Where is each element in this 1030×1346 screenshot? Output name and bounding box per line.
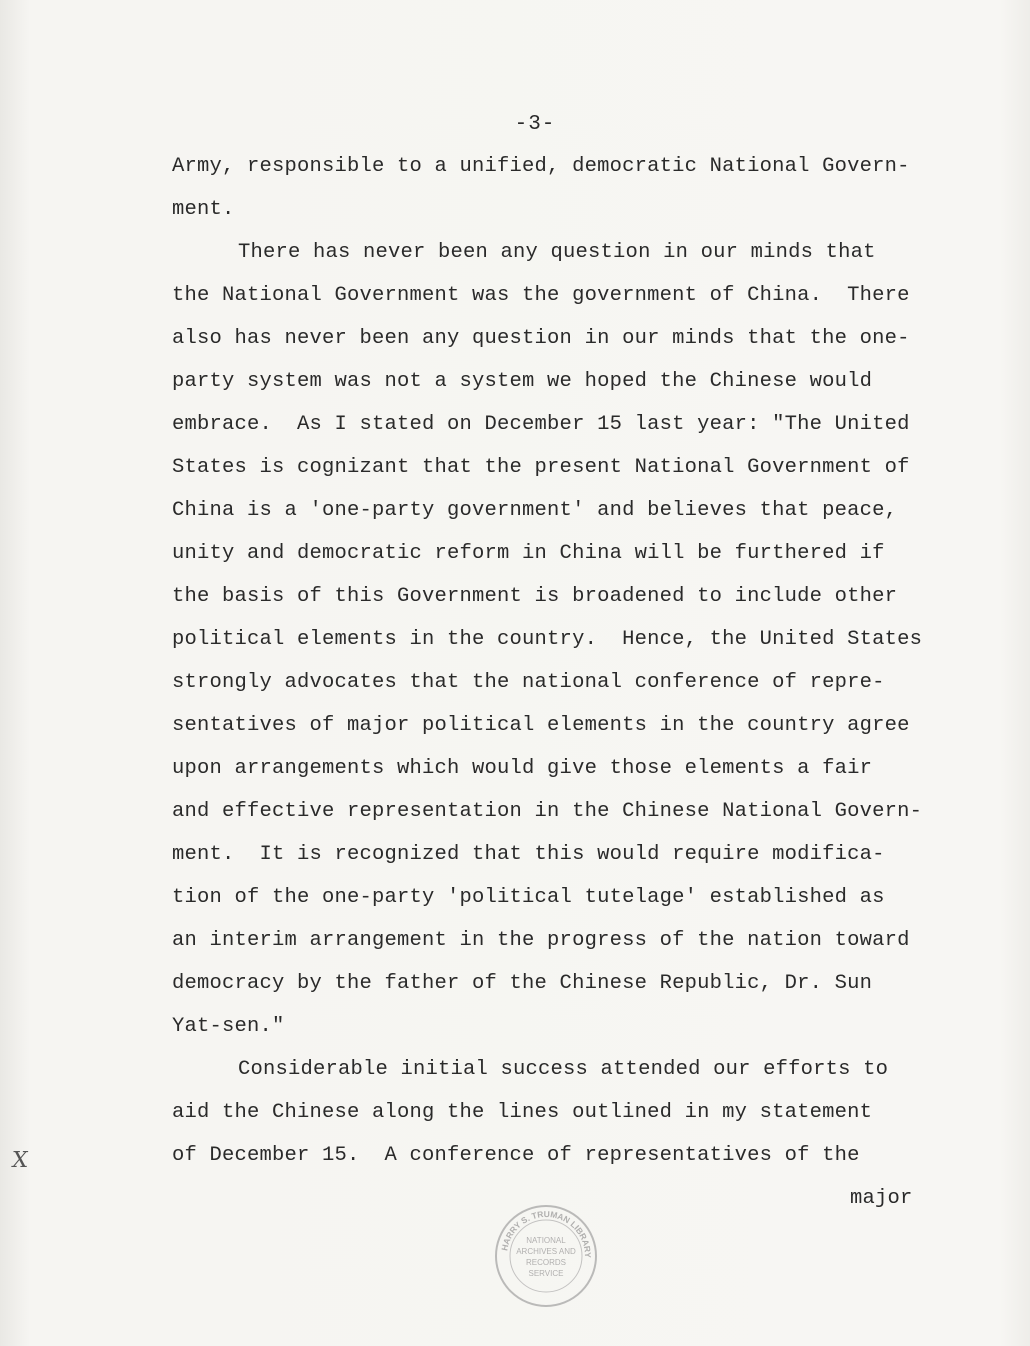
catchword: major bbox=[850, 1187, 913, 1210]
text-line: Army, responsible to a unified, democratic National Govern- bbox=[172, 155, 910, 178]
page-number: -3- bbox=[514, 113, 556, 136]
text-line: Considerable initial success attended our efforts to bbox=[238, 1058, 889, 1081]
text-line: political elements in the country. Hence, the United States bbox=[172, 628, 923, 651]
text-line: the basis of this Government is broadened to include other bbox=[172, 585, 898, 608]
archive-stamp-icon bbox=[493, 1203, 599, 1309]
text-line: upon arrangements which would give those elements a fair bbox=[172, 757, 873, 780]
text-line: There has never been any question in our minds that bbox=[238, 241, 876, 264]
text-line: Yat-sen." bbox=[172, 1015, 285, 1038]
text-line: the National Government was the government of China. There bbox=[172, 284, 910, 307]
text-line: party system was not a system we hoped the Chinese would bbox=[172, 370, 873, 393]
stamp-text: RECORDS bbox=[525, 1258, 567, 1267]
stamp-text: SERVICE bbox=[528, 1269, 564, 1278]
stamp-text-arc: HARRY S. TRUMAN LIBRARY bbox=[499, 1208, 594, 1258]
text-line: sentatives of major political elements in the country agree bbox=[172, 714, 910, 737]
text-line: democracy by the father of the Chinese Republic, Dr. Sun bbox=[172, 972, 873, 995]
text-line: China is a 'one-party government' and believes that peace, bbox=[172, 499, 898, 522]
text-line: also has never been any question in our minds that the one- bbox=[172, 327, 910, 350]
stamp-text: ARCHIVES AND bbox=[516, 1247, 576, 1256]
text-line: and effective representation in the Chinese National Govern- bbox=[172, 800, 923, 823]
text-line: unity and democratic reform in China will be furthered if bbox=[172, 542, 885, 565]
margin-mark: X bbox=[10, 1148, 30, 1173]
text-line: ment. It is recognized that this would require modifica- bbox=[172, 843, 885, 866]
text-line: of December 15. A conference of representatives of the bbox=[172, 1144, 860, 1167]
text-line: embrace. As I stated on December 15 last year: "The United bbox=[172, 413, 910, 436]
text-line: an interim arrangement in the progress of the nation toward bbox=[172, 929, 910, 952]
text-line: ment. bbox=[172, 198, 235, 221]
text-line: strongly advocates that the national conference of repre- bbox=[172, 671, 885, 694]
text-line: aid the Chinese along the lines outlined in my statement bbox=[172, 1101, 873, 1124]
stamp-text: NATIONAL bbox=[526, 1236, 566, 1245]
text-line: States is cognizant that the present National Government of bbox=[172, 456, 910, 479]
text-line: tion of the one-party 'political tutelage' established as bbox=[172, 886, 885, 909]
